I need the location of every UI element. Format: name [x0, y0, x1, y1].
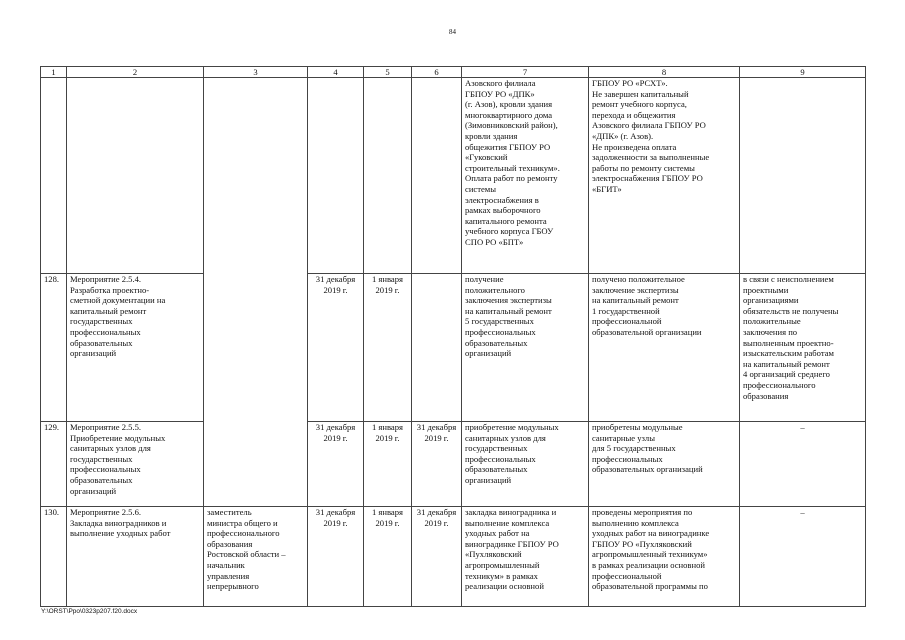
- col-header-5: 5: [364, 67, 412, 78]
- col-header-9: 9: [740, 67, 866, 78]
- executor: [204, 274, 308, 422]
- result-fact: проведены мероприятия по выполнению комплекса уходных работ на виноградинке ГБПОУ РО «Пухляковский агропромышленный техникум» в рамках реализации основной профессиональной образовательной программы по: [589, 507, 740, 607]
- cell: [204, 78, 308, 274]
- cell: [740, 78, 866, 274]
- col-header-6: 6: [412, 67, 462, 78]
- event-name: Мероприятие 2.5.6. Закладка виноградников и выполнение уходных работ: [67, 507, 204, 607]
- cell: [364, 78, 412, 274]
- column-number-row: [41, 67, 866, 78]
- date-start: 1 января 2019 г.: [364, 507, 412, 607]
- event-name: Мероприятие 2.5.5. Приобретение модульных санитарных узлов для государственных профессиональных образовательных организаций: [67, 422, 204, 507]
- date-end: [412, 274, 462, 422]
- result-plan: закладка виноградника и выполнение комплекса уходных работ на виноградинке ГБПОУ РО «Пухляковский агропромышленный техникум» в рамках реализации основной: [462, 507, 589, 607]
- date-start: 1 января 2019 г.: [364, 274, 412, 422]
- cell: [41, 78, 67, 274]
- date-plan: 31 декабря 2019 г.: [308, 274, 364, 422]
- problems: –: [740, 422, 866, 507]
- executor: заместитель министра общего и профессионального образования Ростовской области – начальник управления непрерывного: [204, 507, 308, 607]
- continuation-result-fact: ГБПОУ РО «РСХТ». Не завершен капитальный ремонт учебного корпуса, перехода и общежития Азовского филиала ГБПОУ РО «ДПК» (г. Азов). Не произведена оплата задолженности за выполненные работы по ремонту системы электроснабжения ГБПОУ РО «БГИТ»: [589, 78, 740, 274]
- result-plan: приобретение модульных санитарных узлов для государственных профессиональных образовательных организаций: [462, 422, 589, 507]
- table-row: [41, 507, 866, 607]
- col-header-2: 2: [67, 67, 204, 78]
- col-header-8: 8: [589, 67, 740, 78]
- date-plan: 31 декабря 2019 г.: [308, 422, 364, 507]
- page-number: 84: [449, 28, 456, 36]
- col-header-3: 3: [204, 67, 308, 78]
- cell: [412, 78, 462, 274]
- executor: [204, 422, 308, 507]
- date-start: 1 января 2019 г.: [364, 422, 412, 507]
- file-path-footer: Y:\ORST\Ppo\0323p207.f20.docx: [41, 608, 138, 615]
- cell: [308, 78, 364, 274]
- date-end: 31 декабря 2019 г.: [412, 422, 462, 507]
- event-name: Мероприятие 2.5.4. Разработка проектно- сметной документации на капитальный ремонт государственных профессиональных образовательных организаций: [67, 274, 204, 422]
- table-row: [41, 274, 866, 422]
- col-header-7: 7: [462, 67, 589, 78]
- result-plan: получение положительного заключения экспертизы на капитальный ремонт 5 государственных профессиональных образовательных организаций: [462, 274, 589, 422]
- continuation-row: [41, 78, 866, 274]
- row-number: 130.: [41, 507, 67, 607]
- problems: –: [740, 507, 866, 607]
- problems: в связи с неисполнением проектными организациями обязательств не получены положительные заключения по выполненным проектно- изыскательским работам на капитальный ремонт 4 организаций среднего профессионального образования: [740, 274, 866, 422]
- result-fact: приобретены модульные санитарные узлы для 5 государственных профессиональных образовательных организаций: [589, 422, 740, 507]
- row-number: 128.: [41, 274, 67, 422]
- col-header-4: 4: [308, 67, 364, 78]
- table-row: [41, 422, 866, 507]
- report-table: [40, 66, 866, 607]
- col-header-1: 1: [41, 67, 67, 78]
- row-number: 129.: [41, 422, 67, 507]
- result-fact: получено положительное заключение экспертизы на капитальный ремонт 1 государственной профессиональной образовательной организации: [589, 274, 740, 422]
- date-plan: 31 декабря 2019 г.: [308, 507, 364, 607]
- cell: [67, 78, 204, 274]
- date-end: 31 декабря 2019 г.: [412, 507, 462, 607]
- continuation-result-plan: Азовского филиала ГБПОУ РО «ДПК» (г. Азов), кровли здания многоквартирного дома (Зимовниковский район), кровли здания общежития ГБПОУ РО «Гуковский строительный техникум». Оплата работ по ремонту системы электроснабжения в рамках выборочного капитального ремонта учебного корпуса ГБОУ СПО РО «БПТ»: [462, 78, 589, 274]
